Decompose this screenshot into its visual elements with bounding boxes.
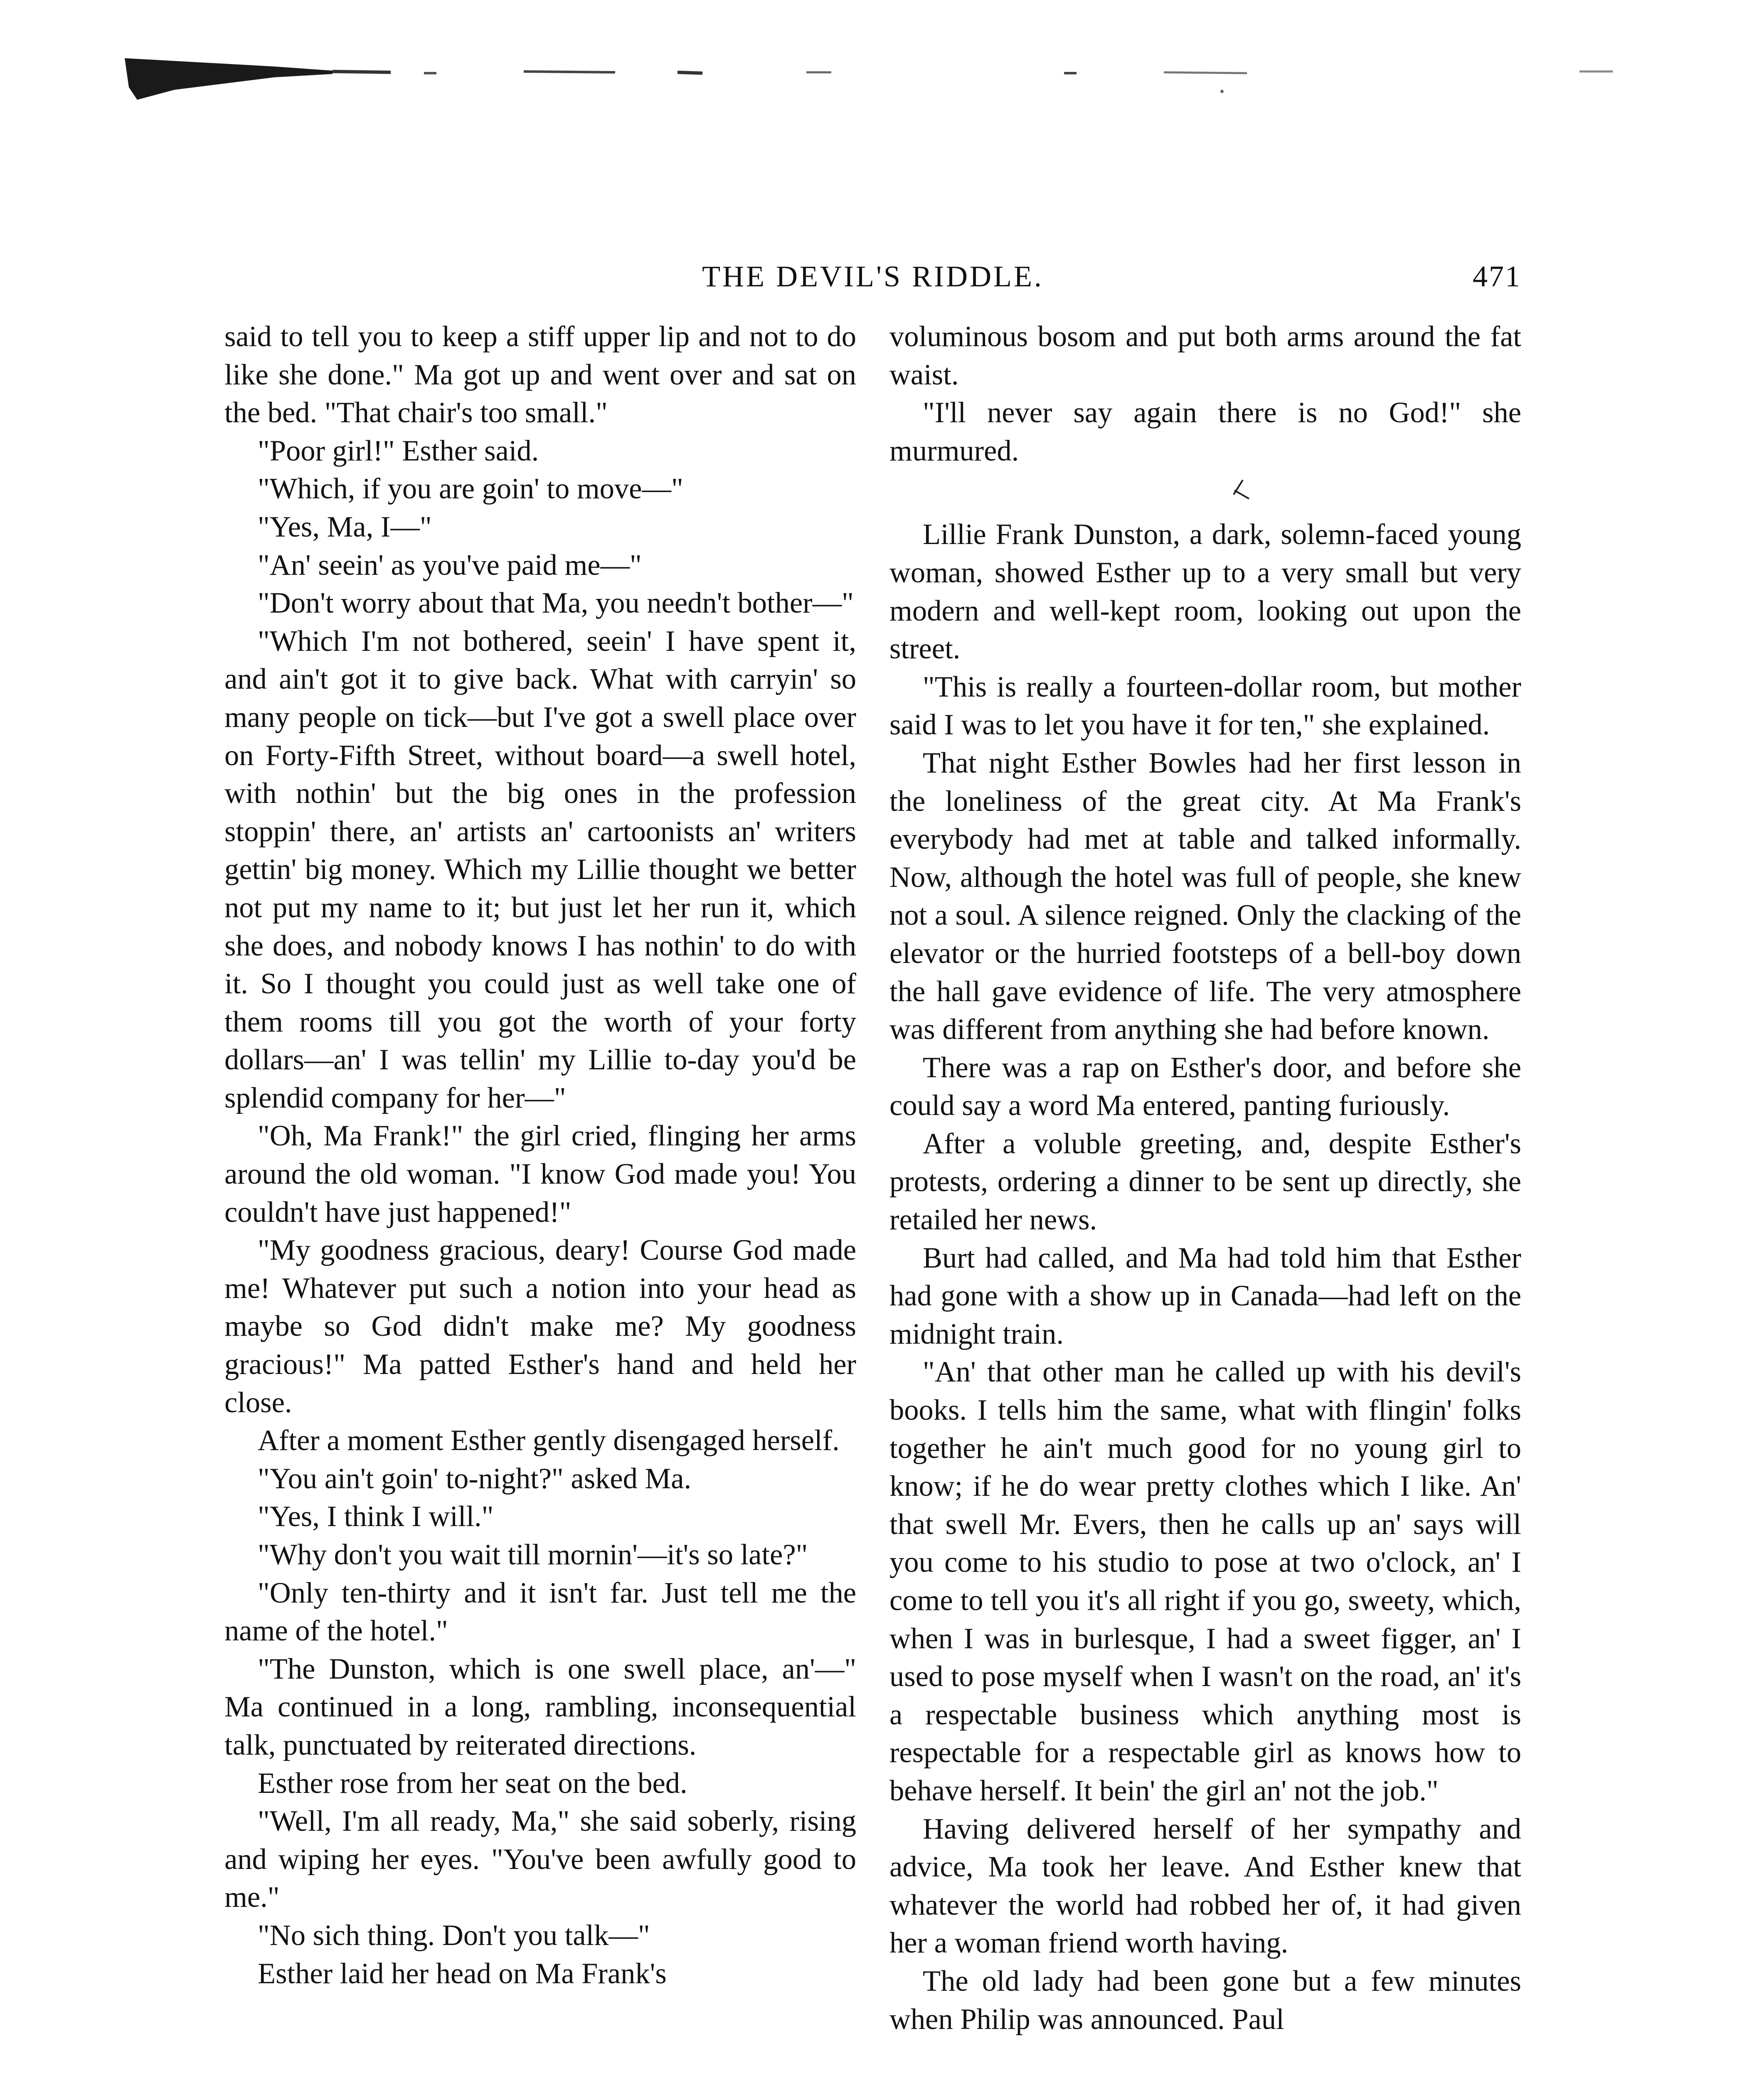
- paragraph: "An' seein' as you've paid me—": [258, 549, 642, 581]
- paragraph: "Poor girl!" Esther said.: [258, 434, 539, 467]
- paragraph: "Only ten-thirty and it isn't far. Just tell me the name of the hotel.": [224, 1576, 856, 1647]
- paragraph: "Yes, I think I will.": [258, 1500, 494, 1533]
- paragraph: "My goodness gracious, deary! Course God made me! Whatever put such a notion into your head as maybe so God didn't make me? My goodness gracious!" Ma patted Esther's hand and held her close.: [224, 1234, 856, 1419]
- paragraph: voluminous bosom and put both arms around the fat waist.: [889, 320, 1521, 391]
- scan-artifacts: [100, 50, 1663, 116]
- paragraph: "You ain't goin' to-night?" asked Ma.: [258, 1462, 692, 1495]
- paragraph: "Oh, Ma Frank!" the girl cried, flinging her arms around the old woman. "I know God made you! You couldn't have just happened!": [224, 1120, 856, 1229]
- paragraph: After a moment Esther gently disengaged herself.: [258, 1424, 840, 1457]
- paragraph: After a voluble greeting, and, despite Esther's protests, ordering a dinner to be sent up directly, she retailed her news.: [889, 1127, 1521, 1236]
- paragraph: That night Esther Bowles had her first lesson in the loneliness of the great city. At Ma Frank's everybody had met at table and talked informally. Now, although the hotel was full of people, she knew not a soul. A silence reigned. Only the clacking of the elevator or the hurried footsteps of a bell-boy down the hall gave evidence of life. The very atmosphere was different from anything she had before known.: [889, 746, 1521, 1046]
- running-head-title: THE DEVIL'S RIDDLE.: [702, 260, 1044, 293]
- page-number: 471: [1473, 260, 1521, 293]
- right-column: [889, 318, 1521, 2078]
- paragraph: "This is really a fourteen-dollar room, but mother said I was to let you have it for ten," she explained.: [889, 670, 1521, 741]
- paragraph: Esther laid her head on Ma Frank's: [258, 1957, 667, 1990]
- paragraph: There was a rap on Esther's door, and before she could say a word Ma entered, panting furiously.: [889, 1051, 1521, 1122]
- paragraph: "An' that other man he called up with his devil's books. I tells him the same, what with flingin' folks together he ain't much good for no young girl to know; if he do wear pretty clothes which I like. An' that swell Mr. Evers, then he calls up an' says will you come to his studio to pose at two o'clock, an' I come to tell you it's all right if you go, sweety, which, when I was in burlesque, I had a sweet figger, an' I used to pose myself when I wasn't on the road, an' it's a respectable business which anything most is respectable for a respectable girl as knows how to behave herself. It bein' the girl an' not the job.": [889, 1356, 1521, 1807]
- paragraph: The old lady had been gone but a few minutes when Philip was announced. Paul: [889, 1965, 1521, 2036]
- paragraph: Lillie Frank Dunston, a dark, solemn-faced young woman, showed Esther up to a very small but very modern and well-kept room, looking out upon the street.: [889, 518, 1521, 665]
- running-head: [224, 245, 1521, 308]
- paragraph: "Why don't you wait till mornin'—it's so late?": [258, 1539, 808, 1571]
- paragraph: Having delivered herself of her sympathy and advice, Ma took her leave. And Esther knew that whatever the world had robbed her of, it had given her a woman friend worth having.: [889, 1812, 1521, 1960]
- paragraph: Esther rose from her seat on the bed.: [258, 1767, 687, 1800]
- paragraph: "No sich thing. Don't you talk—": [258, 1919, 650, 1952]
- paragraph: "I'll never say again there is no God!" she murmured.: [889, 396, 1521, 467]
- paragraph: "Which, if you are goin' to move—": [258, 473, 683, 505]
- paragraph: "Yes, Ma, I—": [258, 510, 432, 543]
- paragraph: said to tell you to keep a stiff upper lip and not to do like she done." Ma got up and went over and sat on the bed. "That chair's too small.": [224, 320, 856, 429]
- left-column: [224, 318, 856, 2078]
- paragraph: "The Dunston, which is one swell place, an'—" Ma continued in a long, rambling, inconsequential talk, punctuated by reiterated directions.: [224, 1652, 856, 1761]
- stray-mark: [1226, 478, 1255, 503]
- paragraph: "Well, I'm all ready, Ma," she said soberly, rising and wiping her eyes. "You've been awfully good to me.": [224, 1805, 856, 1914]
- paragraph: Burt had called, and Ma had told him that Esther had gone with a show up in Canada—had left on the midnight train.: [889, 1241, 1521, 1350]
- paragraph: "Which I'm not bothered, seein' I have spent it, and ain't got it to give back. What with carryin' so many people on tick—but I've got a swell place over on Forty-Fifth Street, without board—a swell hotel, with nothin' but the big ones in the profession stoppin' there, an' artists an' cartoonists an' writers gettin' big money. Which my Lillie thought we better not put my name to it; but just let her run it, which she does, and nobody knows I has nothin' to do with it. So I thought you could just as well take one of them rooms till you got the worth of your forty dollars—an' I was tellin' my Lillie to-day you'd be splendid company for her—": [224, 625, 856, 1114]
- paragraph: "Don't worry about that Ma, you needn't bother—": [258, 587, 854, 620]
